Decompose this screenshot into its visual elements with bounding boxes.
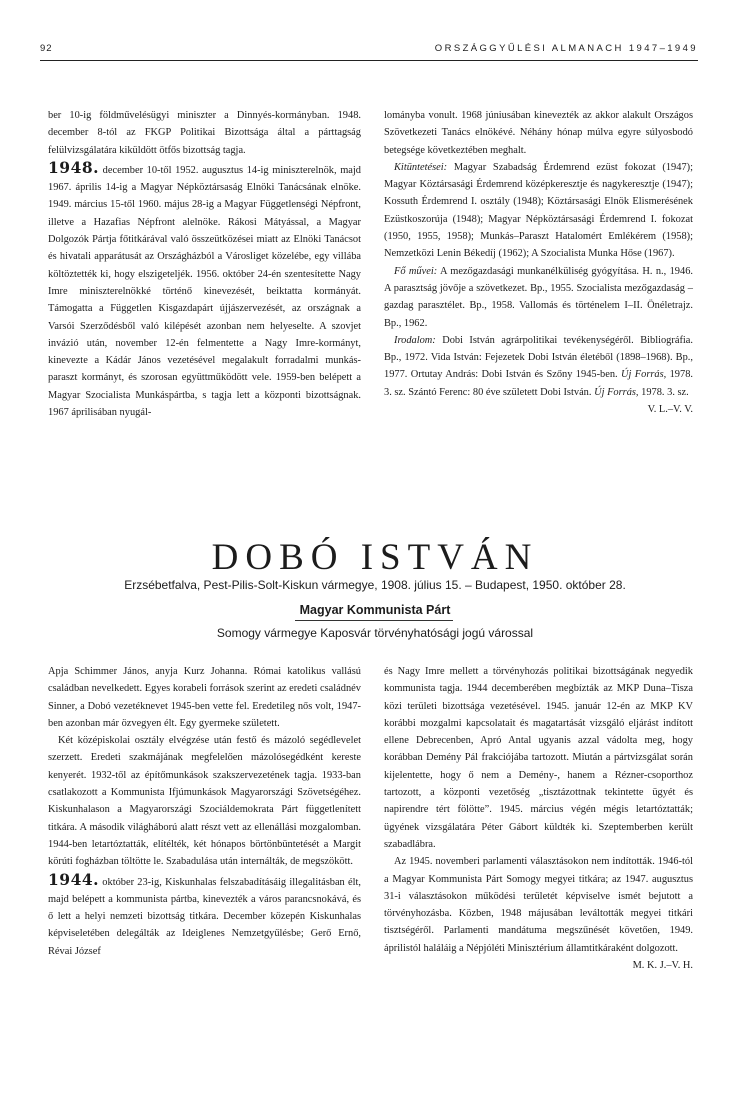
literature-paragraph: [384, 332, 693, 401]
prev-entry-text: december 10-től 1952. augusztus 14-ig miniszterelnök, majd 1967. április 14-ig a Magyar Népköztársaság Elnöki Tanácsának elnöke. 1949. március 15-től 1960. május 28-ig a Magyar Függetlenségi Népfront, illetve a Hazafias Népfront alelnöke. Rákosi Mátyással, a Magyar Dolgozók Pártja főtitkárával való összeütközései miatt az Elnöki Tanácsot és hivatali apparátusát az Országházból a Városliget közelébe, egy villába költöztették ki, hogy elszigeteljék. 1956. október 24-én szentesítette Nagy Imre miniszterelnökké történő kinevezését, beiktatta kormányát. Támogatta a Független Kisgazdapárt újjászervezését, az országnak a Varsói Szerződésből való kilépését azonban nem helyeselte. A szovjet invázió után, november 12-én felmentette a Nagy Imre-kormányt, kinevezte a Kádár János vezetésével megalakult forradalmi munkás-paraszt kormányt, és szorosan együttműködött vele. 1959-ben belépett a Magyar Szocialista Munkáspártba, s tagja lett a központi bizottságnak. 1967 áprilisában nyugál-: [48, 164, 361, 419]
entry-column-left: [48, 663, 361, 960]
running-title: ORSZÁGGYŰLÉSI ALMANACH 1947–1949: [434, 43, 698, 54]
party-name: Magyar Kommunista Párt: [299, 603, 451, 617]
works-label: Fő művei:: [394, 265, 438, 277]
year-marker: 1948.: [48, 157, 100, 177]
prev-entry-paragraph: [48, 159, 361, 421]
entry-paragraph: [48, 871, 361, 960]
entry-column-right: [384, 663, 693, 974]
works-text: A mezőgazdasági munkanélküliség gyógyítása. H. n., 1946. A parasztság jövője a szövetkezet. Bp., 1955. Szocialista mezőgazdaság – gazdag parasztélet. Bp., 1958. Vallomás és történelem I–II. Önéletrajz. Bp., 1962.: [384, 265, 693, 329]
entry-paragraph: Apja Schimmer János, anyja Kurz Johanna. Római katolikus vallású családban nevelkedett. Egyes korabeli források szerint az eredeti családnév Sinner, a Dobó vezetéknevet 1945-ben vette fel. Eredetileg nős volt, 1947-ben azonban már özvegyen élt. Egy gyermeke született.: [48, 666, 361, 729]
entry-text: október 23-ig, Kiskunhalas felszabadításáig illegalitásban élt, majd belépett a kommunista pártba, kinevezték a város parancsnokává, és ő lett a helyi nemzeti bizottság titkára. December közepén Kiskunhalas képviseletében delegálták az Ideiglenes Nemzetgyűlésbe; Gerő Ernő, Révai József: [48, 876, 361, 957]
birth-death-line: Erzsébetfalva, Pest-Pilis-Solt-Kiskun vármegye, 1908. július 15. – Budapest, 1950. október 28.: [124, 578, 626, 592]
awards-text: Magyar Szabadság Érdemrend ezüst fokozat (1947); Magyar Köztársasági Érdemrend középkeresztje és nagykeresztje (1947); Kossuth Érdemrend I. osztály (1948); Köztársasági Elnök Elismerésének Ezüstkoszorúja (1948); Magyar Népköztársasági Érdemrend I. fokozat (1950, 1955, 1958); Munkás–Paraszt Hatalomért Emlékérem (1958); Nemzetközi Lenin Békedíj (1962); A Szocialista Munka Hőse (1967).: [384, 161, 693, 260]
prev-entry-paragraph: ber 10-ig földművelésügyi miniszter a Dinnyés-kormányban. 1948. december 8-tól az FKGP Politikai Bizottsága által a párttagság felülvizsgálatára kiküldött ötfős bizottság tagja.: [48, 110, 361, 156]
literature-source: Új Forrás,: [594, 386, 639, 398]
prev-entry-column-right: [384, 107, 693, 418]
constituency: Somogy vármegye Kaposvár törvényhatósági jogú várossal: [216, 626, 534, 640]
page-header: [40, 38, 698, 61]
author-signature: V. L.–V. V.: [647, 404, 693, 416]
author-signature: M. K. J.–V. H.: [632, 960, 693, 972]
awards-label: Kitüntetései:: [394, 161, 448, 173]
prev-entry-column-left: [48, 107, 361, 421]
page-number: 92: [40, 43, 53, 54]
literature-text: 1978. 3. sz.: [638, 386, 689, 398]
works-paragraph: [384, 263, 693, 332]
awards-paragraph: [384, 159, 693, 263]
literature-label: Irodalom:: [394, 334, 436, 346]
prev-entry-paragraph: lományba vonult. 1968 júniusában kinevezték az akkor alakult Országos Szövetkezeti Tanács elnökévé. Néhány hónap múlva egyre súlyosbodó betegsége következtében meghalt.: [384, 110, 693, 156]
literature-source: Új Forrás,: [621, 369, 667, 381]
literature-text: 1978. 3. sz. Szántó Ferenc: 80 éve született Dobi István.: [384, 369, 693, 398]
entry-title: DOBÓ ISTVÁN: [211, 537, 539, 578]
literature-text: Dobi István agrárpolitikai tevékenységéről. Bibliográfia. Bp., 1972. Vida István: Fejezetek Dobi István életéből (1898–1968). Bp., 1977. Ortutay András: Dobi István és Szőny 1945-ben.: [384, 334, 693, 381]
year-marker: 1944.: [48, 869, 100, 889]
entry-paragraph: Két középiskolai osztály elvégzése után festő és mázoló segédlevelet szerzett. Eredeti szakmájának megfelelően mázolósegédként kereste kenyerét. 1932-től az építőmunkások szakszervezetének tagja. 1933-ban csatlakozott a Kommunista Ifjúmunkások Magyarországi Szövetségéhez. Kiskunhalason a Magyarországi Szociáldemokrata Párt függetlenített titkára. A második világháború alatt részt vett az ellenállási mozgalomban. 1944-ben letartóztatták, elítélték, két hónapos börtönbüntetését a Margit körúti fogházban töltötte le. Szabadulása után internálták, de megszökött.: [48, 735, 361, 868]
entry-paragraph: és Nagy Imre mellett a törvényhozás politikai bizottságának negyedik kommunista tagja. 1944 decemberében megbízták az MKP Duna–Tisza közi területi bizottsága vezetésével. 1945. január 12-én az MKP KV korábbi mozgalmi kapcsolatait és magatartását vizsgáló eljárást indított ellene Debrecenben, Apró Antal ugyanis azzal vádolta meg, hogy korábban Demény Pál frakciójába tartozott. Miután a pártvizsgálat során kijelentette, hogy ő nem a Demény-, hanem a Rézner-csoporthoz tartozott, a központi vezetőség „tisztázottnak tekintette ügyét és napirendre tért fölötte”. 1945. március végén mégis letartóztatták; ügyének vizsgálatára Péter Gábort küldték ki. Szeptemberben került szabadlábra.: [384, 666, 693, 850]
entry-paragraph: Az 1945. novemberi parlamenti választásokon nem indították. 1946-tól a Magyar Kommunista Párt Somogy megyei titkára; az 1947. augusztus 31-i választásokon működési területét képviselve ismét bejutott a törvényhozásba. Közben, 1948 májusában leváltották megyei titkári tisztségéről. Parlamenti mandátuma megszűnését követően, 1949. áprilistól haláláig a Népjóléti Minisztérium államtitkáraként dolgozott.: [384, 856, 693, 954]
party-divider: [295, 620, 453, 621]
